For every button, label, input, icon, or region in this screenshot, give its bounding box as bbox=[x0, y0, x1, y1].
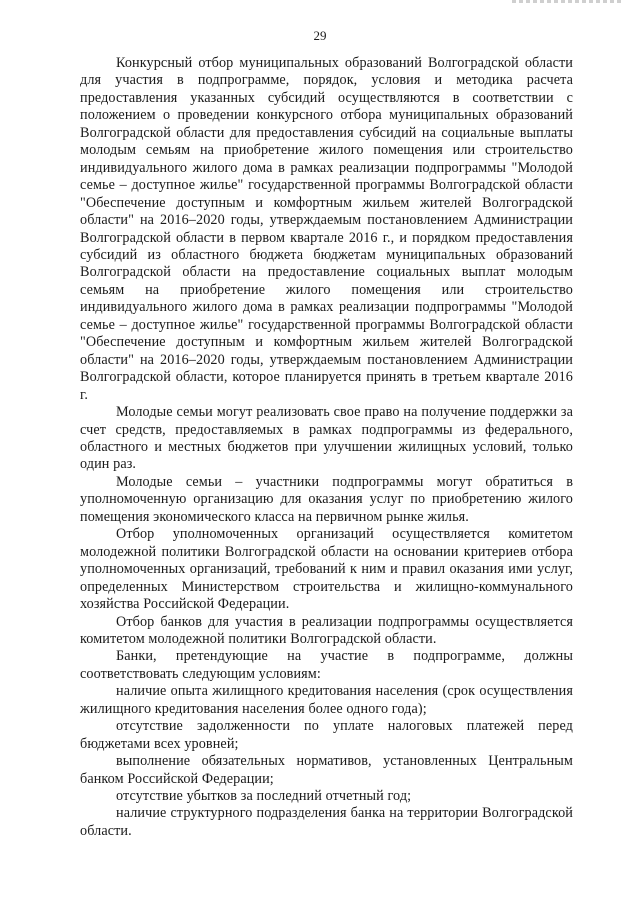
paragraph-authorized-organization: Молодые семьи – участники подпрограммы могут обратиться в уполномоченную организацию для оказания услуг по приобретению жилого помещения экономического класса на первичном рынке жилья. bbox=[80, 473, 573, 525]
paragraph-bank-selection: Отбор банков для участия в реализации подпрограммы осуществляется комитетом молодежной политики Волгоградской области. bbox=[80, 613, 573, 647]
page-number: 29 bbox=[313, 28, 327, 43]
condition-regional-branch: наличие структурного подразделения банка на территории Волгоградской области. bbox=[80, 805, 573, 839]
paragraph-bank-conditions-intro: Банки, претендующие на участие в подпрограмме, должны соответствовать следующим условиям: bbox=[80, 648, 573, 682]
scan-artifact bbox=[512, 0, 622, 3]
document-body bbox=[80, 55, 573, 840]
condition-lending-experience: наличие опыта жилищного кредитования населения (срок осуществления жилищного кредитования населения более одного года); bbox=[80, 683, 573, 717]
paragraph-organization-selection: Отбор уполномоченных организаций осуществляется комитетом молодежной политики Волгоградской области на основании критериев отбора уполномоченных организаций, требований к ним и правил оказания ими услуг, определенных Министерством строительства и жилищно-коммунального хозяйства Российской Федерации. bbox=[80, 526, 573, 613]
condition-no-losses: отсутствие убытков за последний отчетный год; bbox=[116, 788, 412, 805]
paragraph-support-once: Молодые семьи могут реализовать свое право на получение поддержки за счет средств, предоставляемых в рамках подпрограммы из федерального, областного и местных бюджетов при улучшении жилищных условий, только один раз. bbox=[80, 404, 573, 473]
condition-mandatory-standards: выполнение обязательных нормативов, установленных Центральным банком Российской Федерации; bbox=[80, 753, 573, 787]
condition-no-tax-debt: отсутствие задолженности по уплате налоговых платежей перед бюджетами всех уровней; bbox=[80, 718, 573, 752]
paragraph-competitive-selection: Конкурсный отбор муниципальных образований Волгоградской области для участия в подпрограмме, порядок, условия и методика расчета предоставления указанных субсидий осуществляются в соответствии с положением о проведении конкурсного отбора муниципальных образований Волгоградской области для предоставления субсидий на социальные выплаты молодым семьям на приобретение жилого помещения или строительство индивидуального жилого дома в рамках реализации подпрограммы "Молодой семье – доступное жилье" государственной программы Волгоградской области "Обеспечение доступным и комфортным жильем жителей Волгоградской области" на 2016–2020 годы, утверждаемым постановлением Администрации Волгоградской области в первом квартале 2016 г., и порядком предоставления субсидий из областного бюджета бюджетам муниципальных образований Волгоградской области на предоставление социальных выплат молодым семьям на приобретение жилого помещения или строительство индивидуального жилого дома в рамках реализации подпрограммы "Молодой семье – доступное жилье" государственной программы Волгоградской области "Обеспечение доступным и комфортным жильем жителей Волгоградской области" на 2016–2020 годы, утверждаемым постановлением Администрации Волгоградской области, которое планируется принять в третьем квартале 2016 г. bbox=[80, 55, 573, 403]
